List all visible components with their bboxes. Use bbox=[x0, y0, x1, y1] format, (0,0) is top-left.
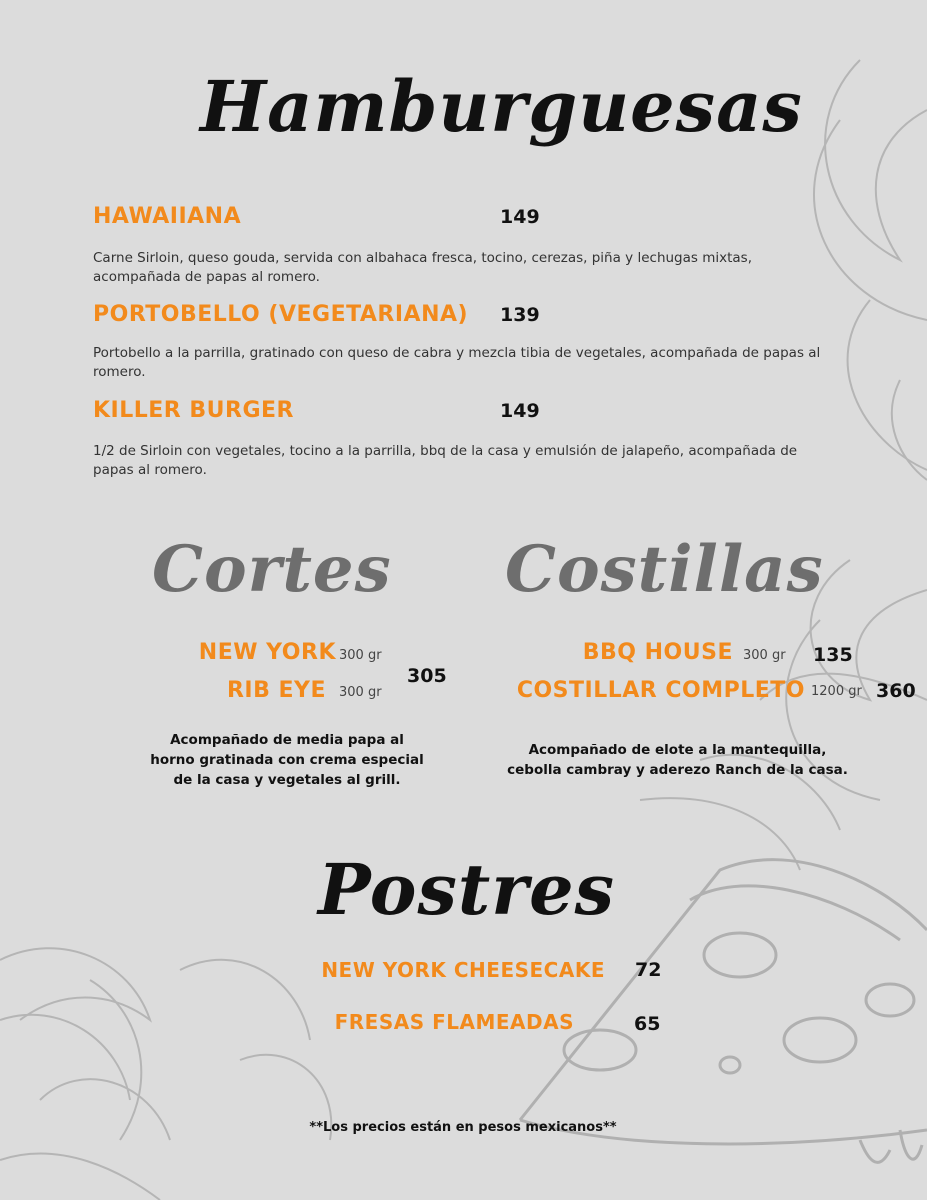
footer-note: **Los precios están en pesos mexicanos** bbox=[309, 1120, 617, 1135]
menu-item-price: 72 bbox=[635, 959, 662, 981]
menu-item-name: FRESAS FLAMEADAS bbox=[334, 1010, 574, 1034]
menu-item-price: 305 bbox=[407, 665, 447, 687]
menu-item-price: 149 bbox=[500, 400, 540, 422]
menu-item-name: NEW YORK bbox=[198, 640, 336, 665]
menu-item-name: KILLER BURGER bbox=[93, 398, 294, 423]
hamburguesas-heading: Hamburguesas bbox=[200, 65, 803, 148]
menu-item-price: 360 bbox=[876, 680, 916, 702]
menu-item-description: 1/2 de Sirloin con vegetales, tocino a la parrilla, bbq de la casa y emulsión de jalapeño, acompañada de papas al romero. bbox=[93, 443, 798, 478]
menu-item-weight: 300 gr bbox=[339, 685, 382, 700]
costillas-note: Acompañado de elote a la mantequilla, cebolla cambray y aderezo Ranch de la casa. bbox=[507, 742, 848, 778]
postres-heading: Postres bbox=[318, 848, 616, 931]
menu-item-price: 135 bbox=[813, 644, 853, 666]
menu-item-name: RIB EYE bbox=[226, 678, 326, 703]
menu-item-weight: 1200 gr bbox=[811, 684, 862, 699]
costillas-heading: Costillas bbox=[505, 532, 824, 607]
menu-item-price: 149 bbox=[500, 206, 540, 228]
cortes-note: Acompañado de media papa al horno gratinada con crema especial de la casa y vegetales al grill. bbox=[150, 732, 424, 788]
menu-item-description: Portobello a la parrilla, gratinado con queso de cabra y mezcla tibia de vegetales, acompañada de papas al romero. bbox=[93, 345, 821, 380]
cortes-heading: Cortes bbox=[152, 532, 392, 607]
menu-item-weight: 300 gr bbox=[339, 648, 382, 663]
menu-item-name: COSTILLAR COMPLETO bbox=[516, 678, 805, 703]
menu-item-price: 139 bbox=[500, 304, 540, 326]
menu-item-name: NEW YORK CHEESECAKE bbox=[321, 958, 605, 982]
menu-item-weight: 300 gr bbox=[743, 648, 786, 663]
menu-item-name: BBQ HOUSE bbox=[582, 640, 733, 665]
menu-item-description: Carne Sirloin, queso gouda, servida con albahaca fresca, tocino, cerezas, piña y lechugas mixtas, acompañada de papas al romero. bbox=[93, 250, 753, 285]
menu-item-name: HAWAIIANA bbox=[93, 204, 242, 229]
menu-item-name: PORTOBELLO (VEGETARIANA) bbox=[93, 302, 469, 327]
menu-item-price: 65 bbox=[634, 1013, 661, 1035]
